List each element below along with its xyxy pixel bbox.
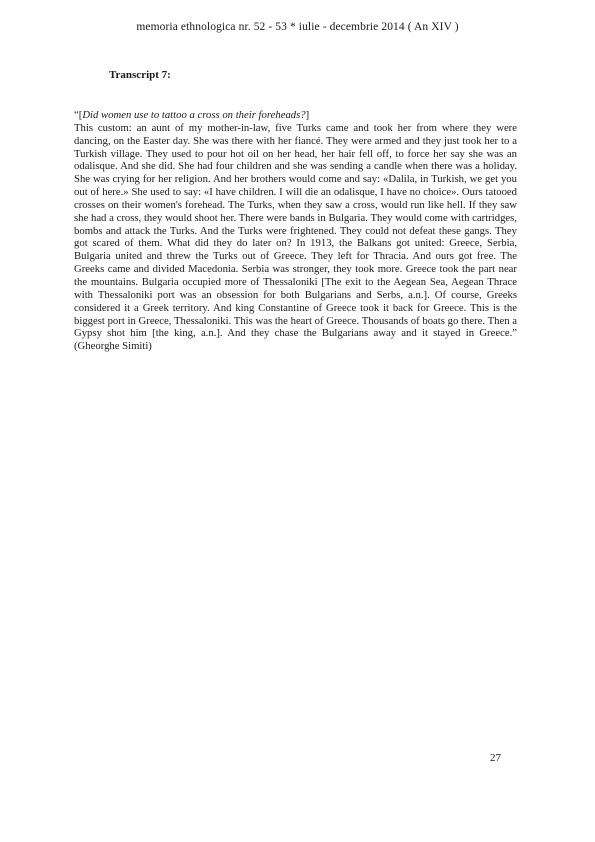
interview-answer: This custom: an aunt of my mother-in-law, five Turks came and took her from where they were dancing, on the Easter day. She was there with her fiancé. They were armed and they just took her to a Turkish village. They used to pour hot oil on her head, her hair fell off, to force her say she was an odalisque. And she did. She had four children and she was sending a candle when there was a holiday. She was crying for her religion. And her brothers would come and say: «Dalila, in Turkish, we get you out of here.» She used to say: «I have children. I will die an odalisque, I have no choice». Ours tatooed crosses on their women's forehead. The Turks, when they saw a cross, would run like hell. If they saw she had a cross, they would shoot her. There were bands in Bulgaria. They would come with cartridges, bombs and attack the Turks. And the Turks were frightened. They could not defeat these gangs. They got scared of them. What did they do later on? In 1913, the Balkans got united: Greece, Serbia, Bulgaria united and threw the Turks out of Greece. They left for Thracia. And ours got free. The Greeks came and divided Macedonia. Serbia was stronger, they took more. Greece took the part near the mountains. Bulgaria occupied more of Thessaloniki [The exit to the Aegean Sea, Aegean Thrace with Thessaloniki port was an obsession for both Bulgarians and Serbs, a.n.]. Of course, Greeks considered it a Greek territory. And king Constantine of Greece took it back for Greece. This is the biggest port in Greece, Thessaloniki. This was the heart of Greece. Thousands of boats go there. Then a Gypsy shot him [the king, a.n.]. And they chase the Bulgarians away and it stayed in Greece.” (Gheorghe Simiti) — [74, 121, 517, 353]
closing-bracket: ] — [305, 109, 310, 121]
section-heading: Transcript 7: — [109, 69, 171, 81]
transcript-question-line — [74, 109, 517, 122]
interview-question: Did women use to tattoo a cross on their foreheads? — [82, 109, 306, 121]
transcript-body — [74, 109, 517, 353]
opening-quote: “[ — [74, 109, 83, 121]
page-number: 27 — [490, 752, 501, 764]
running-header: memoria ethnologica nr. 52 - 53 * iulie - decembrie 2014 ( An XIV ) — [136, 21, 459, 33]
